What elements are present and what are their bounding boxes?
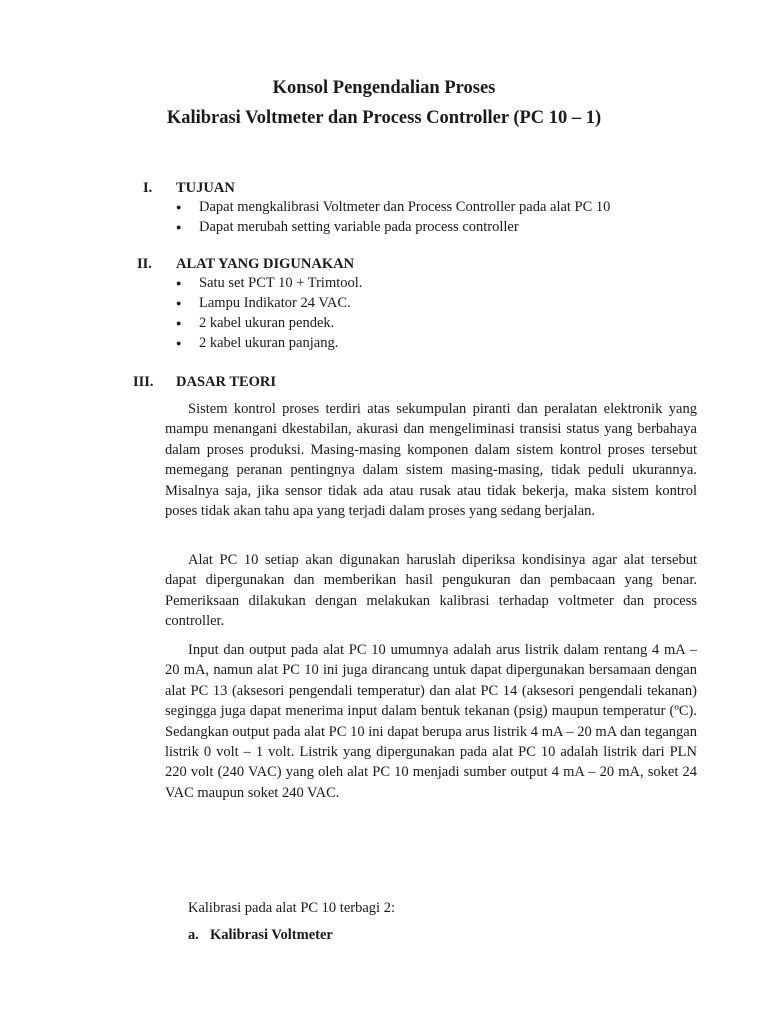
section-heading-tujuan: TUJUAN [176, 180, 235, 196]
list-item: ● Satu set PCT 10 + Trimtool. [176, 273, 362, 293]
section-numeral-3: III. [133, 374, 154, 390]
section-heading-dasar-teori: DASAR TEORI [176, 374, 277, 390]
tujuan-list [176, 197, 610, 237]
section-numeral-2: II. [137, 256, 152, 272]
paragraph-2: Alat PC 10 setiap akan digunakan haruslah diperiksa kondisinya agar alat tersebut dapat dipergunakan dan memberikan hasil pengukuran dan pembacaan yang benar. Pemeriksaan dilakukan dengan melakukan kalibrasi terhadap voltmeter dan process controller. [165, 552, 697, 630]
list-item: ● 2 kabel ukuran panjang. [176, 333, 362, 353]
list-item: ● Dapat merubah setting variable pada process controller [176, 217, 610, 237]
document-subtitle: Kalibrasi Voltmeter dan Process Controller (PC 10 – 1) [166, 108, 602, 128]
document-title: Konsol Pengendalian Proses [272, 78, 496, 98]
subsection-label: a. [188, 927, 199, 943]
section-numeral-1: I. [143, 180, 153, 196]
paragraph-1: Sistem kontrol proses terdiri atas sekumpulan piranti dan peralatan elektronik yang mampu menangani dkestabilan, akurasi dan mengeliminasi transisi status yang berbahaya dalam proses produksi. Masing-masing komponen dalam sistem kontrol proses tersebut memegang peranan pentingnya dalam sistem masing-masing, tidak peduli ukurannya. Misalnya saja, jika sensor tidak ada atau rusak atau tidak bekerja, maka sistem kontrol poses tidak akan tahu apa yang terjadi dalam proses yang sedang berjalan. [165, 401, 697, 520]
list-item: ● 2 kabel ukuran pendek. [176, 313, 362, 333]
paragraph-3: Input dan output pada alat PC 10 umumnya adalah arus listrik dalam rentang 4 mA – 20 mA, namun alat PC 10 ini juga dirancang untuk dapat dipergunakan bersamaan dengan alat PC 13 (aksesori pengendali temperatur) dan alat PC 14 (aksesori pengendali tekanan) segingga juga dapat menerima input dalam bentuk tekanan (psig) maupun temperatur (ºC). Sedangkan output pada alat PC 10 ini dapat berupa arus listrik 4 mA – 20 mA dan tegangan listrik 0 volt – 1 volt. Listrik yang dipergunakan pada alat PC 10 adalah listrik dari PLN 220 volt (240 VAC) yang oleh alat PC 10 menjadi sumber output 4 mA – 20 mA, soket 24 VAC maupun soket 240 VAC. [165, 642, 697, 801]
subsection-heading-kalibrasi-voltmeter: Kalibrasi Voltmeter [210, 927, 333, 943]
list-item: ● Lampu Indikator 24 VAC. [176, 293, 362, 313]
list-item: ● Dapat mengkalibrasi Voltmeter dan Process Controller pada alat PC 10 [176, 197, 610, 217]
section-heading-alat: ALAT YANG DIGUNAKAN [176, 256, 355, 272]
alat-list [176, 273, 362, 353]
kalibrasi-intro: Kalibrasi pada alat PC 10 terbagi 2: [188, 900, 395, 916]
